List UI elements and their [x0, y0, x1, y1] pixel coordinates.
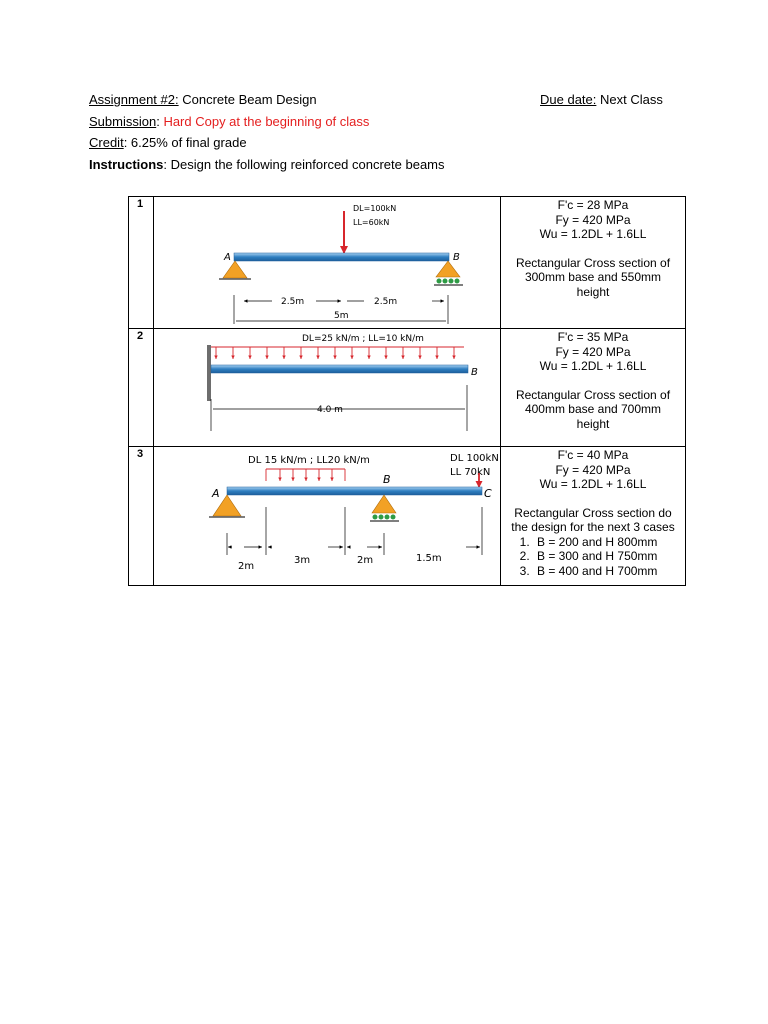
dim-right-label: 2.5m: [374, 297, 398, 307]
assignment-title: Concrete Beam Design: [182, 92, 317, 107]
submission-label: Submission: [89, 114, 157, 129]
load-ll-label: LL=60kN: [353, 218, 390, 227]
fc-value: F'c = 28 MPa: [557, 198, 629, 212]
point-load-ll-label: LL 70kN: [450, 467, 491, 478]
spec-cell-1: [501, 197, 686, 329]
due-date-line: [540, 92, 663, 107]
assignment-label: Assignment #2:: [89, 92, 179, 107]
problem-row-2: [129, 329, 686, 447]
due-date-value: Next Class: [600, 92, 663, 107]
due-date-label: Due date:: [540, 92, 597, 107]
node-a-label: A: [224, 252, 231, 263]
fy-value: Fy = 420 MPa: [555, 344, 631, 359]
section-text-2: 400mm base and 700mm: [524, 402, 662, 416]
problem-number: 3: [129, 447, 154, 586]
design-case: 2. B = 300 and H 750mm: [533, 549, 681, 564]
credit-value: 6.25% of final grade: [130, 135, 247, 150]
instructions-line: Instructions: Design the following reinforced concrete beams: [89, 157, 445, 172]
section-text-1: Rectangular Cross section do: [514, 505, 672, 520]
section-text-2: 300mm base and 550mm: [524, 270, 662, 284]
instructions-label: Instructions: [89, 157, 164, 172]
spec-cell-3: [501, 447, 686, 586]
instructions-value: Design the following reinforced concrete beams: [170, 157, 445, 172]
dimension-lines: [227, 507, 482, 555]
load-label: DL=25 kN/m ; LL=10 kN/m: [302, 334, 424, 344]
beam: [211, 365, 468, 373]
node-a-label: A: [212, 487, 220, 500]
dim-4-label: 1.5m: [416, 553, 442, 564]
design-case: 3. B = 400 and H 700mm: [533, 564, 681, 579]
load-dl-label: DL=100kN: [353, 204, 397, 213]
section-text-3: height: [576, 284, 610, 299]
fixed-wall: [207, 345, 211, 401]
problems-table: [128, 196, 686, 586]
dim-total-label: 5m: [334, 311, 349, 321]
submission-line: Submission: Hard Copy at the beginning of class: [89, 114, 370, 129]
beam-diagram-1: [154, 197, 501, 329]
fy-value: Fy = 420 MPa: [555, 462, 631, 477]
distributed-load: [211, 347, 464, 359]
dim-3-label: 2m: [357, 555, 374, 566]
problem-row-3: [129, 447, 686, 586]
dim-1-label: 2m: [238, 561, 255, 572]
credit-line: Credit: 6.25% of final grade: [89, 135, 247, 150]
section-text-1: Rectangular Cross section of: [515, 387, 671, 402]
beam: [227, 487, 482, 495]
submission-value: Hard Copy at the beginning of class: [163, 114, 370, 129]
beam-diagram-2: [154, 329, 501, 447]
point-load-dl-label: DL 100kN: [450, 453, 499, 464]
node-c-label: C: [484, 487, 492, 500]
problem-row-1: [129, 197, 686, 329]
design-cases-list: [505, 535, 681, 579]
credit-label: Credit: [89, 135, 124, 150]
section-text-1: Rectangular Cross section of: [515, 255, 671, 270]
fc-value: F'c = 40 MPa: [557, 448, 629, 462]
spec-cell-2: [501, 329, 686, 447]
problem-number: 1: [129, 197, 154, 329]
assignment-line: [89, 92, 317, 108]
section-text-2: the design for the next 3 cases: [511, 520, 675, 534]
dim-total-label: 4.0 m: [317, 405, 343, 415]
problem-number: 2: [129, 329, 154, 447]
design-case: 1. B = 200 and H 800mm: [533, 535, 681, 550]
pin-support-a: [219, 261, 251, 279]
node-b-label: B: [383, 473, 391, 486]
dim-2-label: 3m: [294, 555, 311, 566]
distributed-load: [266, 469, 345, 481]
wu-formula: Wu = 1.2DL + 1.6LL: [539, 477, 647, 491]
udl-load-label: DL 15 kN/m ; LL20 kN/m: [248, 455, 370, 466]
wu-formula: Wu = 1.2DL + 1.6LL: [539, 359, 647, 373]
section-text-3: height: [576, 416, 610, 431]
dim-left-label: 2.5m: [281, 297, 305, 307]
wu-formula: Wu = 1.2DL + 1.6LL: [539, 227, 647, 241]
fc-value: F'c = 35 MPa: [557, 330, 629, 344]
roller-support-b: [434, 261, 463, 285]
node-b-label: B: [471, 367, 478, 378]
node-b-label: B: [453, 252, 460, 263]
beam-diagram-3: [154, 447, 501, 586]
roller-support-b: [370, 495, 399, 521]
beam: [234, 253, 449, 261]
fy-value: Fy = 420 MPa: [555, 212, 631, 227]
